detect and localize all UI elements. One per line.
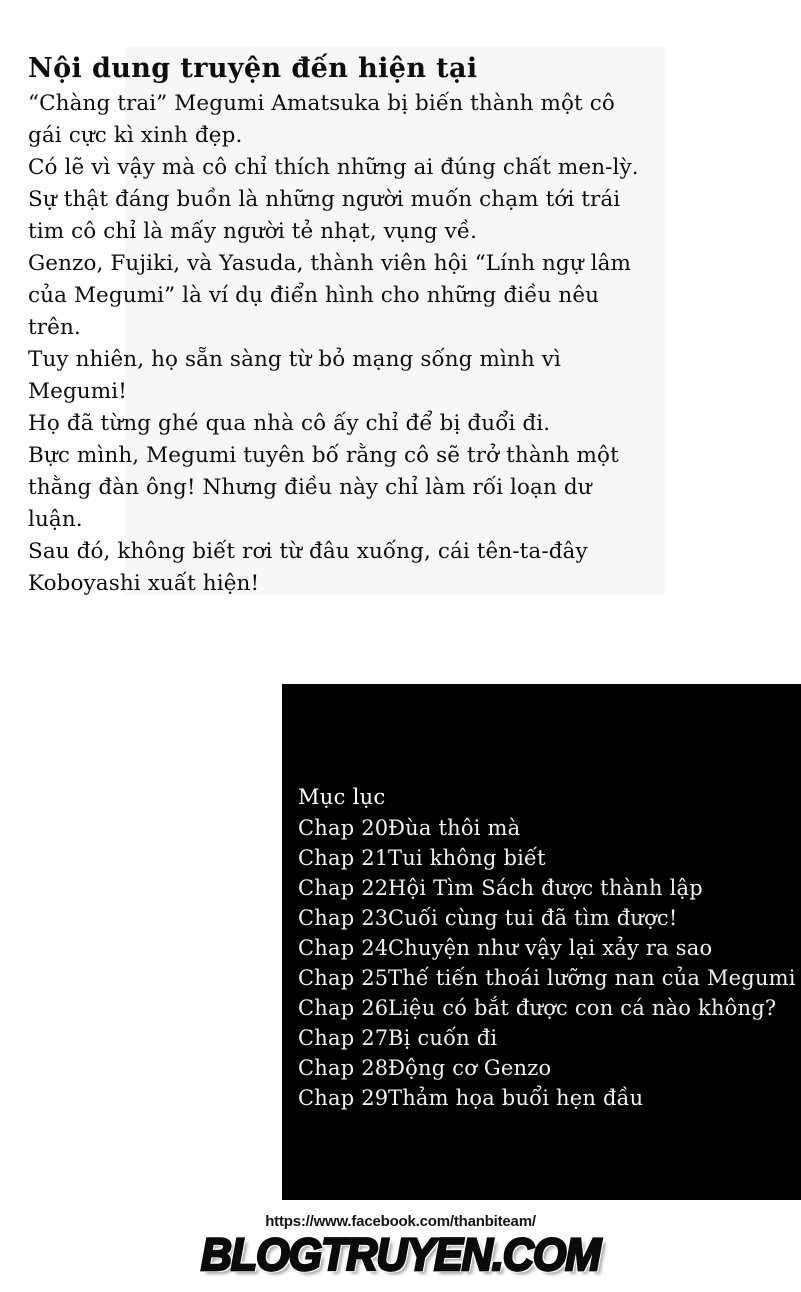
toc-entry-chapter: Chap 21: [298, 846, 389, 870]
page-title: Nội dung truyện đến hiện tại: [28, 53, 478, 84]
toc-entry-chapter: Chap 25: [298, 966, 389, 990]
toc-entry[interactable]: [298, 933, 801, 963]
summary-paragraph: Tuy nhiên, họ sẵn sàng từ bỏ mạng sống mình vì Megumi!: [28, 347, 561, 404]
toc-entry[interactable]: [298, 1053, 801, 1083]
blogtruyen-logo[interactable]: BLOGTRUYEN.COM: [200, 1229, 601, 1281]
toc-entry-chapter: Chap 20: [298, 816, 389, 840]
toc-entry[interactable]: [298, 843, 801, 873]
toc-heading: Mục lục: [298, 785, 386, 809]
table-of-contents-box: [282, 684, 801, 1200]
toc-entry-chapter: Chap 28: [298, 1056, 389, 1080]
summary-paragraph: Genzo, Fujiki, và Yasuda, thành viên hội “Lính ngự lâm của Megumi” là ví dụ điển hình cho những điều nêu trên.: [28, 251, 632, 340]
toc-entry-chapter: Chap 26: [298, 996, 389, 1020]
toc-entry-title: Động cơ Genzo: [388, 1056, 552, 1080]
summary-paragraph: Họ đã từng ghé qua nhà cô ấy chỉ để bị đuổi đi.: [28, 411, 551, 436]
toc-entry-title: Thế tiến thoái lưỡng nan của Megumi: [388, 966, 796, 990]
toc-entry-title: Tui không biết: [388, 846, 546, 870]
summary-paragraph: Sau đó, không biết rơi từ đâu xuống, cái tên-ta-đây Koboyashi xuất hiện!: [28, 539, 588, 596]
toc-entry[interactable]: [298, 813, 801, 843]
summary-text-block: [28, 52, 648, 600]
toc-entry-chapter: Chap 29: [298, 1086, 389, 1110]
toc-entry[interactable]: [298, 963, 801, 993]
toc-entry-chapter: Chap 27: [298, 1026, 389, 1050]
toc-entry-title: Chuyện như vậy lại xảy ra sao: [388, 936, 713, 960]
toc-entry-title: Cuối cùng tui đã tìm được!: [388, 906, 678, 930]
toc-entry-chapter: Chap 24: [298, 936, 389, 960]
summary-paragraph: Có lẽ vì vậy mà cô chỉ thích những ai đúng chất men-lỳ. Sự thật đáng buồn là những người muốn chạm tới trái tim cô chỉ là mấy người tẻ nhạt, vụng về.: [28, 155, 639, 244]
summary-paragraph: Bực mình, Megumi tuyên bố rằng cô sẽ trở thành một thằng đàn ông! Nhưng điều này chỉ làm rối loạn dư luận.: [28, 443, 619, 532]
toc-entry-title: Hội Tìm Sách được thành lập: [388, 876, 703, 900]
toc-entry-title: Bị cuốn đi: [388, 1026, 498, 1050]
summary-paragraph: “Chàng trai” Megumi Amatsuka bị biến thành một cô gái cực kì xinh đẹp.: [28, 91, 615, 148]
toc-entry[interactable]: [298, 873, 801, 903]
toc-entry-title: Thảm họa buổi hẹn đầu: [388, 1086, 644, 1110]
toc-entry-chapter: Chap 22: [298, 876, 389, 900]
table-of-contents-list: [298, 784, 801, 1113]
toc-entry[interactable]: [298, 993, 801, 1023]
facebook-url-link[interactable]: https://www.facebook.com/thanbiteam/: [265, 1213, 536, 1230]
footer-watermark: [0, 1203, 801, 1281]
toc-entry-title: Liệu có bắt được con cá nào không?: [388, 996, 777, 1020]
toc-entry[interactable]: [298, 1083, 801, 1113]
toc-entry[interactable]: [298, 1023, 801, 1053]
toc-entry-title: Đùa thôi mà: [388, 816, 521, 840]
toc-entry-chapter: Chap 23: [298, 906, 389, 930]
toc-entry[interactable]: [298, 903, 801, 933]
